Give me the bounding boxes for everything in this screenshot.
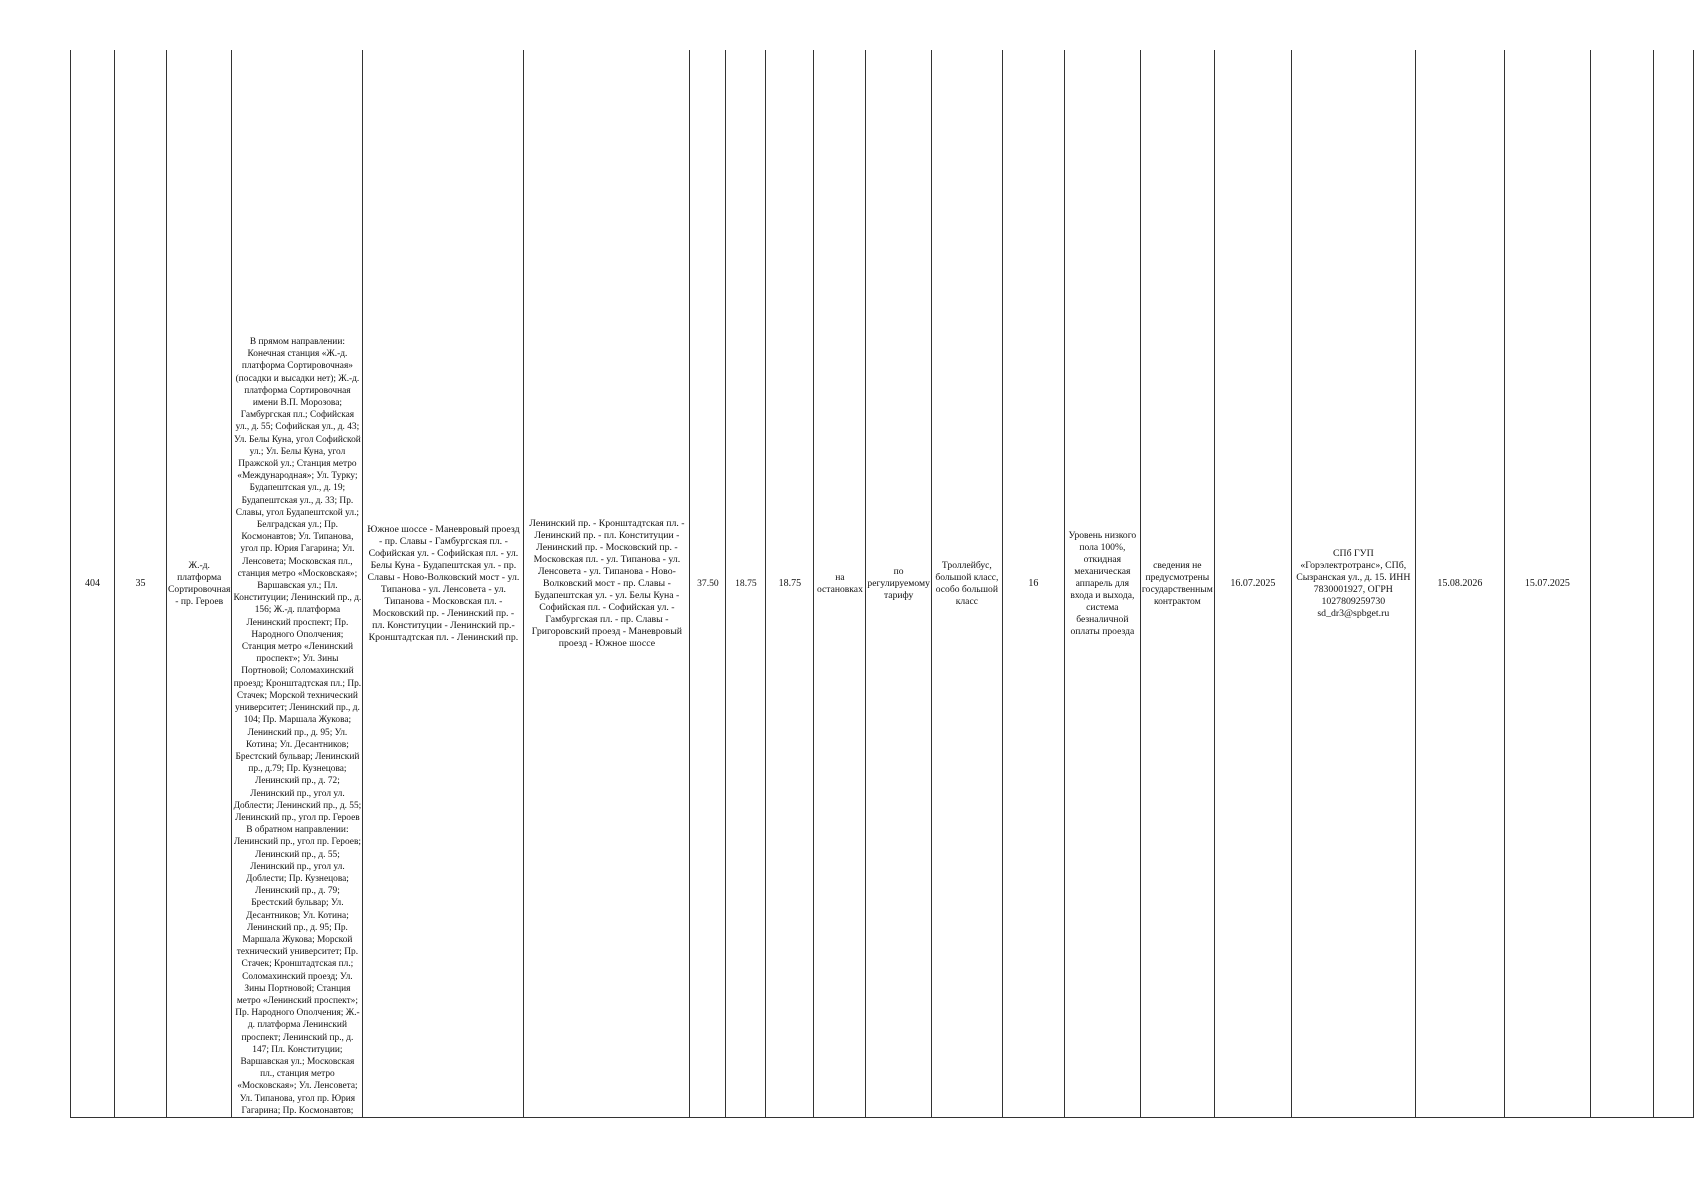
carrier-cell <box>1291 50 1415 1118</box>
stop-order: на остановках <box>816 571 863 595</box>
vehicle-type: Троллейбус, большой класс, особо большой класс <box>935 559 999 607</box>
contract-info-cell <box>1140 50 1214 1118</box>
path-forward-cell <box>363 50 524 1118</box>
stops-cell <box>232 50 363 1118</box>
route-number-cell <box>115 50 167 1118</box>
contract-start-cell <box>1504 50 1590 1118</box>
length-total-cell <box>690 50 726 1118</box>
stop-order-cell <box>814 50 866 1118</box>
route-name: Ж.-д. платформа Сортировочная - пр. Героев <box>168 559 231 607</box>
table-row <box>71 50 1694 1118</box>
length-total: 37.50 <box>697 577 719 589</box>
route-name-cell <box>167 50 232 1118</box>
contract-start-date: 15.07.2025 <box>1524 578 1570 589</box>
stops-list: В прямом направлении: Конечная станция «Ж.-д. платформа Сортировочная» (посадки и высадки нет); Ж.-д. платформа Сортировочная имени В.П. Морозова; Гамбургская пл.; Софийская ул., д. 55; Софийская ул., д. 43; Ул. Белы Куна, угол Софийской ул.; Ул. Белы Куна, угол Пражской ул.; Станция метро «Международная»; Ул. Турку; Будапештская ул., д. 19; Будапештская ул., д. 33; Пр. Славы, угол Будапештской ул.; Белградская ул.; Пр. Космонавтов; Ул. Типанова, угол пр. Юрия Гагарина; Ул. Ленсовета; Московская пл., станция метро «Московская»; Варшавская ул.; Пл. Конституции; Ленинский пр., д. 156; Ж.-д. платформа Ленинский проспект; Пр. Народного Ополчения; Станция метро «Ленинский проспект»; Ул. Зины Портновой; Соломахинский проезд; Кронштадтская пл.; Пр. Стачек; Морской технический университет; Ленинский пр., д. 104; Пр. Маршала Жукова; Ленинский пр., д. 95; Ул. Котина; Ул. Десантников; Брестский бульвар; Ленинский пр., д.79; Пр. Кузнецова; Ленинский пр., д. 72; Ленинский пр., угол ул. Доблести; Ленинский пр., д. 55; Ленинский пр., угол пр. Героев В обратном направлении: Ленинский пр., угол пр. Героев; Ленинский пр., д. 55; Ленинский пр., угол ул. Доблести; Пр. Кузнецова; Ленинский пр., д. 79; Брестский бульвар; Ул. Десантников; Ул. Котина; Ленинский пр., д. 95; Пр. Маршала Жукова; Морской технический университет; Пр. Стачек; Кронштадтская пл.; Соломахинский проезд; Ул. Зины Портновой; Станция метро «Ленинский проспект»; Пр. Народного Ополчения; Ж.-д. платформа Ленинский проспект; Ленинский пр., д. 147; Пл. Конституции; Варшавская ул.; Московская пл., станция метро «Московская»; Ул. Ленсовета; Ул. Типанова, угол пр. Юрия Гагарина; Пр. Космонавтов; <box>233 337 362 1116</box>
path-forward: Южное шоссе - Маневровый проезд - пр. Славы - Гамбургская пл. - Софийская ул. - Софийская пл. - ул. Белы Куна - Будапештская ул. - пр. Славы - Ново-Волковский мост - ул. Типанова - ул. Ленсовета - ул. Типанова - Московская пл. - Московский пр. - Ленинский пр. - пл. Конституции - Ленинский пр.- Кронштадтская пл. - Ленинский пр. <box>367 523 520 643</box>
eco-specs: Уровень низкого пола 100%, откидная механическая аппарель для входа и выхода, система безналичной оплаты проезда <box>1068 529 1137 637</box>
start-date: 16.07.2025 <box>1230 578 1276 589</box>
length-forward: 18.75 <box>735 577 757 589</box>
fare-type: по регулируемому тарифу <box>867 565 930 601</box>
length-forward-cell <box>726 50 766 1118</box>
reg-number: 404 <box>85 578 100 589</box>
contract-end-cell <box>1415 50 1504 1118</box>
extra-cell-1 <box>1590 50 1653 1118</box>
carrier-info: СПб ГУП «Горэлектротранс», СПб, Сызранская ул., д. 15. ИНН 7830001927, ОГРН 1027809259730 sd_dr3@spbget.ru <box>1296 547 1411 619</box>
path-backward: Ленинский пр. - Кронштадтская пл. - Ленинский пр. - пл. Конституции - Ленинский пр. - Московский пр. - Московская пл. - ул. Типанова - ул. Ленсовета - ул. Типанова - Ново-Волковский мост - пр. Славы - Будапештская ул. - ул. Белы Куна - Софийская пл. - Софийская ул. - Гамбургская пл. - пр. Славы - Григоровский проезд - Маневровый проезд - Южное шоссе <box>529 517 685 649</box>
path-backward-cell <box>524 50 690 1118</box>
length-backward-cell <box>766 50 814 1118</box>
contract-end-date: 15.08.2026 <box>1437 578 1483 589</box>
fare-type-cell <box>866 50 931 1118</box>
vehicle-cell <box>931 50 1002 1118</box>
vehicle-count: 16 <box>1028 578 1039 589</box>
reg-number-cell <box>71 50 115 1118</box>
contract-info: сведения не предусмотрены государственным контрактом <box>1141 559 1213 607</box>
route-registry-table <box>70 50 1694 1118</box>
route-number: 35 <box>135 578 146 589</box>
extra-cell-2 <box>1653 50 1693 1118</box>
vehicle-count-cell <box>1002 50 1064 1118</box>
length-backward: 18.75 <box>778 578 802 589</box>
eco-specs-cell <box>1064 50 1140 1118</box>
start-date-cell <box>1214 50 1291 1118</box>
